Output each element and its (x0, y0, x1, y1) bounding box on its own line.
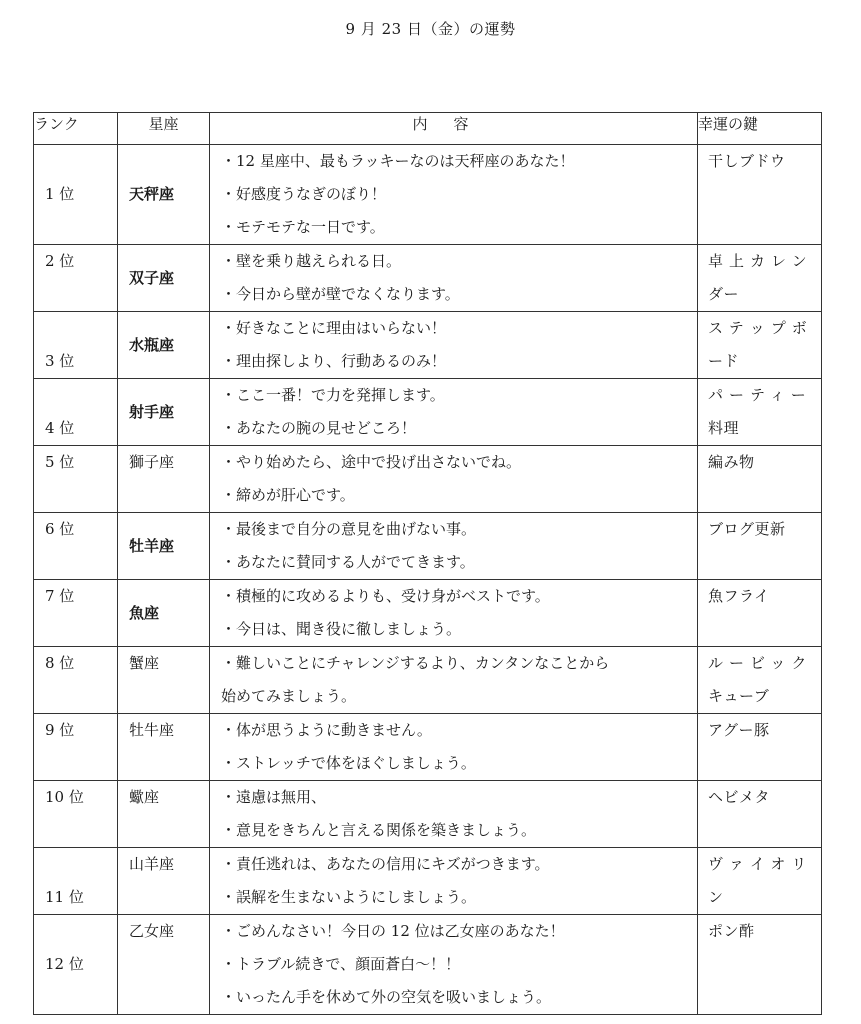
rank-label: 11 位 (45, 888, 84, 906)
table-row (34, 915, 822, 1015)
page-title: 9 月 23 日（金）の運勢 (345, 20, 516, 38)
fortune-line: ・ストレッチで体をほぐしましょう。 (221, 754, 476, 772)
rank-label: 10 位 (45, 788, 84, 806)
lucky-key-line: 魚フライ (708, 587, 770, 605)
fortune-content-cell (210, 145, 698, 245)
fortune-line: ・理由探しより、行動あるのみ！ (221, 352, 447, 370)
lucky-key-cell (698, 145, 822, 245)
zodiac-sign-label: 獅子座 (129, 453, 175, 471)
fortune-content-cell (210, 580, 698, 647)
fortune-line: ・あなたに賛同する人がでてきます。 (221, 553, 475, 571)
fortune-line: ・締めが肝心です。 (221, 486, 355, 504)
rank-label: 1 位 (45, 185, 75, 203)
fortune-line: ・今日は、聞き役に徹しましょう。 (221, 620, 462, 638)
lucky-key-cell (698, 513, 822, 580)
fortune-line: ・いったん手を休めて外の空気を吸いましょう。 (221, 988, 552, 1006)
table-header-row (34, 113, 822, 145)
lucky-key-line: パーティー (708, 386, 812, 404)
fortune-line: ・ごめんなさい！今日の 12 位は乙女座のあなた！ (221, 922, 565, 940)
table-row (34, 446, 822, 513)
zodiac-sign-cell (118, 513, 210, 580)
table-row (34, 580, 822, 647)
fortune-content-cell (210, 446, 698, 513)
rank-label: 5 位 (45, 453, 75, 471)
lucky-key-cell (698, 379, 822, 446)
zodiac-sign-label: 山羊座 (129, 855, 175, 873)
rank-cell (34, 848, 118, 915)
rank-cell (34, 647, 118, 714)
rank-cell (34, 513, 118, 580)
rank-cell (34, 312, 118, 379)
lucky-key-cell (698, 446, 822, 513)
table-row (34, 145, 822, 245)
fortune-line: ・今日から壁が壁でなくなります。 (221, 285, 460, 303)
fortune-content-cell (210, 379, 698, 446)
zodiac-sign-cell (118, 848, 210, 915)
zodiac-sign-cell (118, 915, 210, 1015)
rank-cell (34, 915, 118, 1015)
zodiac-sign-label: 乙女座 (129, 922, 175, 940)
zodiac-sign-label: 魚座 (129, 603, 160, 622)
fortune-line: ・あなたの腕の見せどころ！ (221, 419, 417, 437)
header-rank: ランク (34, 113, 118, 145)
fortune-content-cell (210, 714, 698, 781)
rank-cell (34, 145, 118, 245)
table-row (34, 781, 822, 848)
zodiac-sign-label: 双子座 (129, 268, 175, 287)
zodiac-sign-cell (118, 781, 210, 848)
lucky-key-line: 料理 (708, 419, 740, 437)
header-content: 内容 (210, 113, 698, 145)
rank-cell (34, 245, 118, 312)
rank-label: 3 位 (45, 352, 75, 370)
fortune-line: ・最後まで自分の意見を曲げない事。 (221, 520, 477, 538)
fortune-line: ・体が思うように動きません。 (221, 721, 432, 739)
fortune-line: ・積極的に攻めるよりも、受け身がベストです。 (221, 587, 550, 605)
lucky-key-cell (698, 647, 822, 714)
header-lucky-key: 幸運の鍵 (698, 113, 822, 145)
fortune-line: ・トラブル続きで、顔面蒼白～！！ (221, 955, 461, 973)
table-row (34, 312, 822, 379)
rank-cell (34, 781, 118, 848)
zodiac-sign-label: 天秤座 (129, 185, 175, 203)
lucky-key-cell (698, 781, 822, 848)
zodiac-sign-label: 蟹座 (129, 654, 160, 672)
lucky-key-line: 干しブドウ (708, 152, 786, 170)
zodiac-sign-cell (118, 312, 210, 379)
rank-cell (34, 580, 118, 647)
lucky-key-line: ン (708, 888, 724, 906)
lucky-key-line: ポン酢 (708, 922, 755, 940)
header-sign: 星座 (118, 113, 210, 145)
lucky-key-line: キューブ (708, 687, 770, 705)
table-row (34, 647, 822, 714)
zodiac-sign-label: 牡牛座 (129, 721, 175, 739)
fortune-line: ・好感度うなぎのぼり！ (221, 185, 387, 203)
lucky-key-line: ヴァイオリ (708, 855, 813, 873)
fortune-line: ・遠慮は無用、 (221, 788, 327, 806)
fortune-line: ・責任逃れは、あなたの信用にキズがつきます。 (221, 855, 550, 873)
lucky-key-line: ステップボ (708, 319, 813, 337)
lucky-key-cell (698, 312, 822, 379)
fortune-line: ・モテモテな一日です。 (221, 218, 385, 236)
lucky-key-line: ヘビメタ (708, 788, 771, 806)
zodiac-sign-cell (118, 379, 210, 446)
table-row (34, 714, 822, 781)
lucky-key-line: ダー (708, 285, 740, 303)
fortune-content-cell (210, 312, 698, 379)
zodiac-sign-cell (118, 145, 210, 245)
zodiac-sign-cell (118, 714, 210, 781)
lucky-key-line: ブログ更新 (708, 520, 786, 538)
fortune-line: ・壁を乗り越えられる日。 (221, 252, 402, 270)
fortune-line: ・誤解を生まないようにしましょう。 (221, 888, 477, 906)
table-row (34, 513, 822, 580)
lucky-key-line: アグー豚 (708, 721, 770, 739)
fortune-line: ・意見をきちんと言える関係を築きましょう。 (221, 821, 537, 839)
rank-label: 4 位 (45, 419, 75, 437)
rank-label: 12 位 (45, 955, 84, 973)
fortune-content-cell (210, 848, 698, 915)
zodiac-sign-cell (118, 580, 210, 647)
rank-label: 6 位 (45, 520, 75, 538)
rank-cell (34, 446, 118, 513)
fortune-line: ・難しいことにチャレンジするより、カンタンなことから (221, 654, 610, 672)
lucky-key-line: 卓上カレン (708, 252, 813, 270)
zodiac-sign-label: 牡羊座 (129, 536, 175, 555)
lucky-key-cell (698, 580, 822, 647)
lucky-key-cell (698, 848, 822, 915)
fortune-line: ・ここ一番！で力を発揮します。 (221, 386, 445, 404)
fortune-line: ・12 星座中、最もラッキーなのは天秤座のあなた！ (221, 152, 575, 170)
fortune-content-cell (210, 915, 698, 1015)
fortune-content-cell (210, 781, 698, 848)
fortune-table (33, 112, 822, 1015)
fortune-line: 始めてみましょう。 (221, 687, 357, 705)
lucky-key-line: ルービック (708, 654, 813, 672)
lucky-key-cell (698, 915, 822, 1015)
fortune-content-cell (210, 513, 698, 580)
fortune-line: ・好きなことに理由はいらない！ (221, 319, 447, 337)
zodiac-sign-label: 蠍座 (129, 788, 160, 806)
fortune-content-cell (210, 647, 698, 714)
lucky-key-cell (698, 714, 822, 781)
zodiac-sign-cell (118, 647, 210, 714)
rank-label: 7 位 (45, 587, 75, 605)
zodiac-sign-label: 水瓶座 (129, 335, 175, 354)
rank-label: 9 位 (45, 721, 75, 739)
table-row (34, 245, 822, 312)
lucky-key-line: ード (708, 352, 740, 370)
zodiac-sign-cell (118, 446, 210, 513)
lucky-key-cell (698, 245, 822, 312)
rank-label: 2 位 (45, 252, 75, 270)
table-row (34, 848, 822, 915)
zodiac-sign-label: 射手座 (129, 402, 175, 421)
rank-cell (34, 714, 118, 781)
table-row (34, 379, 822, 446)
rank-cell (34, 379, 118, 446)
fortune-line: ・やり始めたら、途中で投げ出さないでね。 (221, 453, 522, 471)
rank-label: 8 位 (45, 654, 75, 672)
fortune-content-cell (210, 245, 698, 312)
zodiac-sign-cell (118, 245, 210, 312)
lucky-key-line: 編み物 (708, 453, 755, 471)
